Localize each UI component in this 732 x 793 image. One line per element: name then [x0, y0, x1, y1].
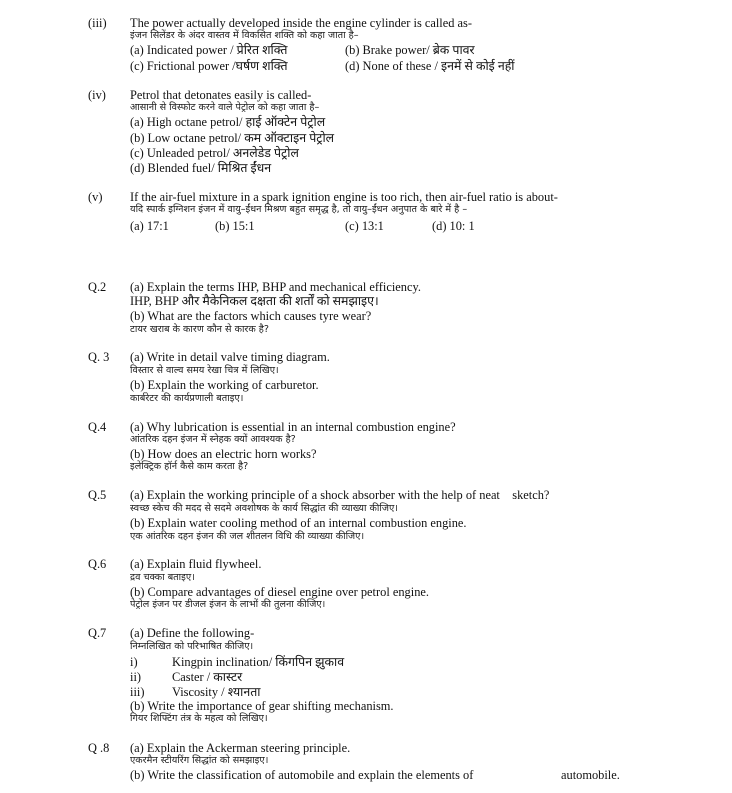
question-line-en: (b) How does an electric horn works?	[130, 447, 317, 461]
mcq-number: (iv)	[88, 88, 106, 102]
mcq-option: (d) 10: 1	[432, 219, 475, 233]
question-number: Q.5	[88, 488, 107, 502]
subitem-text: Kingpin inclination/ किंगपिन झुकाव	[172, 655, 345, 669]
mcq-option: (a) Indicated power / प्रेरित शक्ति	[130, 43, 288, 57]
mcq-question-en: If the air-fuel mixture in a spark ignition engine is too rich, then air-fuel ratio is about-	[130, 190, 558, 204]
question-number: Q.7	[88, 626, 107, 640]
question-line-mixed: IHP, BHP और मैकेनिकल दक्षता की शर्तों को समझाइए।	[130, 294, 379, 308]
question-line-en: (a) Explain the working principle of a shock absorber with the help of neat sketch?	[130, 488, 550, 502]
question-line-hi: पेट्रोल इंजन पर डीजल इंजन के लाभों की तुलना कीजिए।	[130, 599, 326, 610]
mcq-question-en: The power actually developed inside the engine cylinder is called as-	[130, 16, 472, 30]
mcq-question-en: Petrol that detonates easily is called-	[130, 88, 312, 102]
question-number: Q .8	[88, 741, 110, 755]
question-line-en: (a) Why lubrication is essential in an internal combustion engine?	[130, 420, 456, 434]
question-line-hi: द्रव चक्का बताइए।	[130, 572, 195, 583]
question-line-en: (b) Compare advantages of diesel engine over petrol engine.	[130, 585, 429, 599]
mcq-option: (c) Unleaded petrol/ अनलेडेड पेट्रोल	[130, 146, 299, 160]
mcq-option: (d) None of these / इनमें से कोई नहीं	[345, 59, 515, 73]
subitem-text: Viscosity / श्यानता	[172, 685, 261, 699]
subitem-number: iii)	[130, 685, 145, 699]
question-line-hi: विस्तार से वाल्व समय रेखा चित्र में लिखिए।	[130, 365, 279, 376]
question-line-en: (b) Explain the working of carburetor.	[130, 378, 319, 392]
question-line-hi: गियर शिफ्टिंग तंत्र के महत्व को लिखिए।	[130, 713, 268, 724]
mcq-number: (v)	[88, 190, 103, 204]
question-line-en: (b) Write the importance of gear shifting mechanism.	[130, 699, 394, 713]
subitem-text: Caster / कास्टर	[172, 670, 243, 684]
question-line-en: (a) Define the following-	[130, 626, 255, 640]
question-number: Q.6	[88, 557, 107, 571]
question-line-en: (a) Explain the terms IHP, BHP and mechanical efficiency.	[130, 280, 421, 294]
question-line-en: (b) Write the classification of automobile and explain the elements of	[130, 768, 474, 782]
mcq-option: (b) 15:1	[215, 219, 255, 233]
question-line-en: (a) Explain the Ackerman steering principle.	[130, 741, 351, 755]
mcq-number: (iii)	[88, 16, 107, 30]
question-line-hi: एक आंतरिक दहन इंजन की जल शीतलन विधि की व्याख्या कीजिए।	[130, 531, 365, 542]
mcq-option: (b) Brake power/ ब्रेक पावर	[345, 43, 475, 57]
mcq-question-hi: यदि स्पार्क इग्निशन इंजन में वायु–ईंधन मिश्रण बहुत समृद्ध है, तो वायु–ईंधन अनुपात के बारे में है –	[130, 204, 468, 215]
mcq-question-hi: इंजन सिलेंडर के अंदर वास्तव में विकसित शक्ति को कहा जाता है–	[130, 30, 359, 41]
question-line-en: (a) Explain fluid flywheel.	[130, 557, 262, 571]
mcq-option: (c) Frictional power /घर्षण शक्ति	[130, 59, 288, 73]
question-number: Q. 3	[88, 350, 110, 364]
question-line-tail: automobile.	[561, 768, 620, 782]
mcq-option: (a) 17:1	[130, 219, 169, 233]
question-line-hi: एकरमैन स्टीयरिंग सिद्धांत को समझाइए।	[130, 755, 269, 766]
question-line-en: (a) Write in detail valve timing diagram.	[130, 350, 330, 364]
question-line-en: (b) What are the factors which causes tyre wear?	[130, 309, 372, 323]
question-number: Q.2	[88, 280, 107, 294]
mcq-option: (c) 13:1	[345, 219, 384, 233]
mcq-option: (d) Blended fuel/ मिश्रित ईंधन	[130, 161, 272, 175]
mcq-option: (b) Low octane petrol/ कम ऑक्टाइन पेट्रोल	[130, 131, 335, 145]
mcq-question-hi: आसानी से विस्फोट करने वाले पेट्रोल को कहा जाता है–	[130, 102, 320, 113]
question-line-en: (b) Explain water cooling method of an internal combustion engine.	[130, 516, 467, 530]
question-line-hi: टायर खराब के कारण कौन से कारक है?	[130, 324, 269, 335]
question-line-hi: स्वच्छ स्केच की मदद से सदमे अवशोषक के कार्य सिद्धांत की व्याख्या कीजिए।	[130, 503, 398, 514]
question-line-hi: निम्नलिखित को परिभाषित कीजिए।	[130, 641, 254, 652]
question-line-hi: इलेक्ट्रिक हॉर्न कैसे काम करता है?	[130, 461, 249, 472]
question-line-hi: आंतरिक दहन इंजन में स्नेहक क्यों आवश्यक है?	[130, 434, 296, 445]
question-number: Q.4	[88, 420, 107, 434]
question-line-hi: कार्बरेटर की कार्यप्रणाली बताइए।	[130, 393, 244, 404]
subitem-number: i)	[130, 655, 138, 669]
mcq-option: (a) High octane petrol/ हाई ऑक्टेन पेट्रोल	[130, 115, 326, 129]
subitem-number: ii)	[130, 670, 142, 684]
